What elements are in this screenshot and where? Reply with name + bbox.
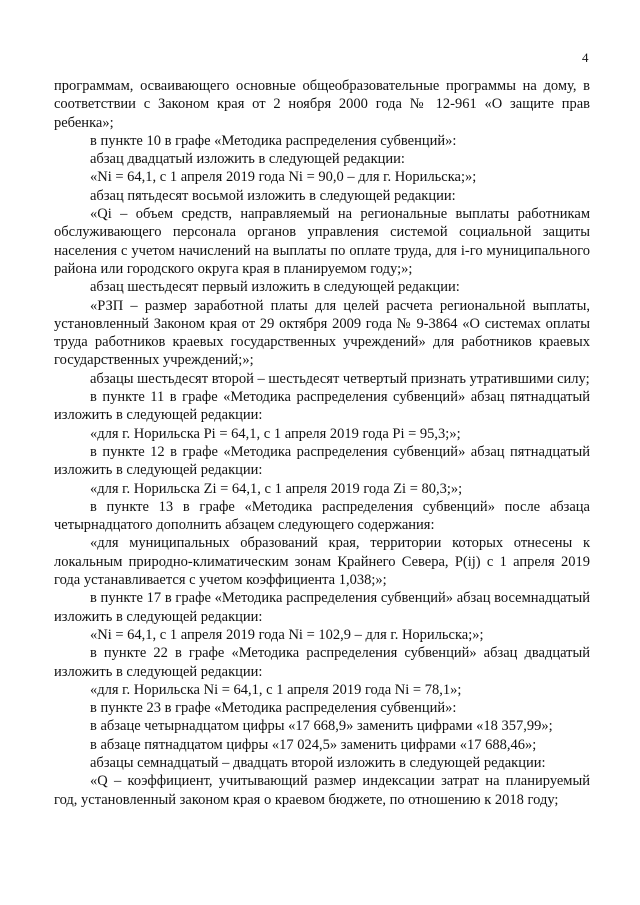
paragraph: «для муниципальных образований края, территории которых отнесены к локальным природно-климатическим зонам Крайнего Севера, P(ij) с 1 апреля 2019 года устанавливается с учетом коэффициента 1,038;»; xyxy=(54,535,590,589)
paragraph: в пункте 10 в графе «Методика распределения субвенций»: xyxy=(90,132,457,149)
paragraph: в пункте 11 в графе «Методика распределения субвенций» абзац пятнадцатый изложить в следующей редакции: xyxy=(54,389,590,424)
paragraph: абзац шестьдесят первый изложить в следующей редакции: xyxy=(90,279,460,296)
paragraph: в пункте 13 в графе «Методика распределения субвенций» после абзаца четырнадцатого дополнить абзацем следующего содержания: xyxy=(54,498,590,534)
paragraph: «для г. Норильска Ni = 64,1, с 1 апреля 2019 года Ni = 78,1»; xyxy=(90,681,462,698)
paragraph: «Ni = 64,1, с 1 апреля 2019 года Ni = 102,9 – для г. Норильска;»; xyxy=(90,626,484,643)
paragraph: абзацы шестьдесят второй – шестьдесят четвертый признать утратившими силу; xyxy=(90,370,590,387)
paragraph: в пункте 17 в графе «Методика распределения субвенций» абзац восемнадцатый изложить в следующей редакции: xyxy=(54,590,590,625)
paragraph: в пункте 12 в графе «Методика распределения субвенций» абзац пятнадцатый изложить в следующей редакции: xyxy=(54,443,590,479)
paragraph: в абзаце пятнадцатом цифры «17 024,5» заменить цифрами «17 688,46»; xyxy=(90,736,537,753)
paragraph: в абзаце четырнадцатом цифры «17 668,9» заменить цифрами «18 357,99»; xyxy=(90,718,553,735)
paragraph: «Q – коэффициент, учитывающий размер индексации затрат на планируемый год, установленный законом края о краевом бюджете, по отношению к 2018 году; xyxy=(54,773,590,808)
paragraph: абзац двадцатый изложить в следующей редакции: xyxy=(90,151,405,168)
paragraph: «Qi – объем средств, направляемый на региональные выплаты работникам обслуживающего персонала органов управления системой социальной защиты населения с учетом начислений на выплаты по оплате труда, для i-го муниципального района или городского округа края в планируемом году;»; xyxy=(54,206,590,277)
paragraph: «РЗП – размер заработной платы для целей расчета региональной выплаты, установленный Законом края от 29 октября 2009 года № 9-3864 «О системах оплаты труда работников краевых государственных учреждений» для работников краевых государственных учреждений;»; xyxy=(54,297,590,369)
paragraph: программам, осваивающего основные общеобразовательные программы на дому, в соответствии с Законом края от 2 ноября 2000 года № 12-961 «О защите прав ребенка»; xyxy=(54,78,590,131)
paragraph: абзацы семнадцатый – двадцать второй изложить в следующей редакции: xyxy=(90,754,546,771)
paragraph: абзац пятьдесят восьмой изложить в следующей редакции: xyxy=(90,187,456,204)
paragraph: в пункте 23 в графе «Методика распределения субвенций»: xyxy=(90,700,457,717)
page-number: 4 xyxy=(582,50,589,65)
paragraph: в пункте 22 в графе «Методика распределения субвенций» абзац двадцатый изложить в следующей редакции: xyxy=(54,645,590,680)
paragraph: «для г. Норильска Pi = 64,1, с 1 апреля 2019 года Pi = 95,3;»; xyxy=(90,425,461,442)
paragraph: «для г. Норильска Zi = 64,1, с 1 апреля 2019 года Zi = 80,3;»; xyxy=(90,480,463,497)
paragraph: «Ni = 64,1, с 1 апреля 2019 года Ni = 90,0 – для г. Норильска;»; xyxy=(90,169,477,186)
document-body xyxy=(54,77,590,809)
